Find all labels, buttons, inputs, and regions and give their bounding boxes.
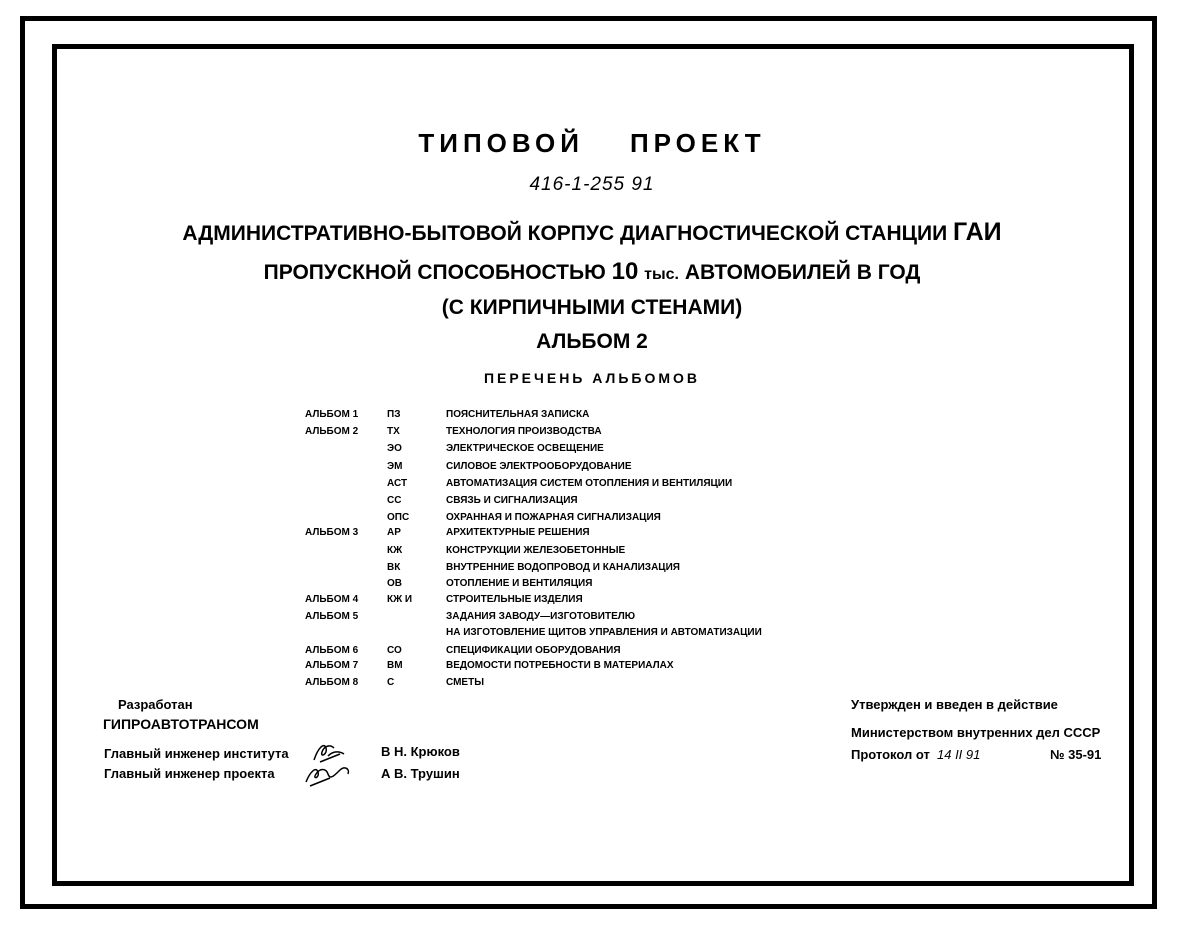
- album-number: АЛЬБОМ 2: [536, 330, 648, 353]
- list-album-title: АРХИТЕКТУРНЫЕ РЕШЕНИЯ: [446, 527, 590, 538]
- list-album-title: ВНУТРЕННИЕ ВОДОПРОВОД И КАНАЛИЗАЦИЯ: [446, 562, 680, 573]
- list-album-label: АЛЬБОМ 8: [305, 677, 359, 688]
- capacity-start: ПРОПУСКНОЙ СПОСОБНОСТЬЮ: [263, 261, 606, 284]
- project-subtitle: (С КИРПИЧНЫМИ СТЕНАМИ): [441, 296, 743, 319]
- list-album-title: ОТОПЛЕНИЕ И ВЕНТИЛЯЦИЯ: [446, 578, 593, 589]
- albums-list-title: ПЕРЕЧЕНЬ АЛЬБОМОВ: [483, 370, 701, 386]
- project-name-line-2: [0, 258, 1184, 286]
- project-name-gai: ГАИ: [953, 218, 1002, 246]
- list-album-title: СИЛОВОЕ ЭЛЕКТРООБОРУДОВАНИЕ: [446, 461, 632, 472]
- protocol-number: № 35-91: [1050, 747, 1102, 762]
- page-title: [0, 128, 1184, 159]
- chief-engineer-institute-role: Главный инженер института: [104, 746, 289, 761]
- list-album-title: АВТОМАТИЗАЦИЯ СИСТЕМ ОТОПЛЕНИЯ И ВЕНТИЛЯЦИИ: [446, 478, 733, 489]
- list-album-title: СМЕТЫ: [446, 677, 484, 688]
- list-album-title: ПОЯСНИТЕЛЬНАЯ ЗАПИСКА: [446, 409, 590, 420]
- protocol-date: 14 II 91: [937, 747, 981, 762]
- list-album-label: АЛЬБОМ 7: [305, 660, 359, 671]
- approval-line-1: Утвержден и введен в действие: [851, 697, 1058, 712]
- list-album-title: ЭЛЕКТРИЧЕСКОЕ ОСВЕЩЕНИЕ: [446, 443, 604, 454]
- project-name-main: АДМИНИСТРАТИВНО-БЫТОВОЙ КОРПУС ДИАГНОСТИЧЕСКОЙ СТАНЦИИ: [182, 222, 948, 245]
- protocol-label: Протокол от: [851, 747, 930, 762]
- list-album-title: ОХРАННАЯ И ПОЖАРНАЯ СИГНАЛИЗАЦИЯ: [446, 512, 661, 523]
- list-album-title: СПЕЦИФИКАЦИИ ОБОРУДОВАНИЯ: [446, 645, 621, 656]
- list-album-title: ВЕДОМОСТИ ПОТРЕБНОСТИ В МАТЕРИАЛАХ: [446, 660, 674, 671]
- list-album-code: АСТ: [387, 478, 408, 489]
- list-album-label: АЛЬБОМ 6: [305, 645, 359, 656]
- title-word-1: ТИПОВОЙ: [418, 128, 584, 158]
- list-album-label: АЛЬБОМ 4: [305, 594, 359, 605]
- capacity-number: 10: [611, 258, 639, 285]
- list-album-code: КЖ: [387, 545, 403, 556]
- list-album-title: ЗАДАНИЯ ЗАВОДУ—ИЗГОТОВИТЕЛЮ: [446, 611, 636, 622]
- list-album-title: СВЯЗЬ И СИГНАЛИЗАЦИЯ: [446, 495, 578, 506]
- title-word-2: ПРОЕКТ: [629, 128, 766, 158]
- list-album-code: ВМ: [387, 660, 403, 671]
- capacity-end: АВТОМОБИЛЕЙ В ГОД: [684, 261, 921, 284]
- list-album-code: ОВ: [387, 578, 402, 589]
- list-album-code: ТХ: [387, 426, 400, 437]
- list-album-code: АР: [387, 527, 401, 538]
- list-album-title: НА ИЗГОТОВЛЕНИЕ ЩИТОВ УПРАВЛЕНИЯ И АВТОМАТИЗАЦИИ: [446, 627, 762, 638]
- list-album-code: С: [387, 677, 395, 688]
- list-album-code: ЭМ: [387, 461, 403, 472]
- developer-label: Разработан: [118, 697, 193, 712]
- signatures-image: [300, 738, 360, 790]
- list-album-title: ТЕХНОЛОГИЯ ПРОИЗВОДСТВА: [446, 426, 602, 437]
- developer-org: ГИПРОАВТОТРАНСОМ: [103, 716, 259, 732]
- approval-line-2: Министерством внутренних дел СССР: [851, 725, 1101, 740]
- list-album-label: АЛЬБОМ 5: [305, 611, 359, 622]
- list-album-code: ВК: [387, 562, 401, 573]
- list-album-label: АЛЬБОМ 1: [305, 409, 359, 420]
- chief-engineer-project-role: Главный инженер проекта: [104, 766, 275, 781]
- list-album-code: СС: [387, 495, 402, 506]
- list-album-code: ЭО: [387, 443, 402, 454]
- project-name-line-1: [0, 218, 1184, 247]
- list-album-code: ПЗ: [387, 409, 401, 420]
- list-album-label: АЛЬБОМ 3: [305, 527, 359, 538]
- capacity-unit: тыс.: [644, 266, 679, 283]
- list-album-code: КЖ И: [387, 594, 413, 605]
- list-album-title: КОНСТРУКЦИИ ЖЕЛЕЗОБЕТОННЫЕ: [446, 545, 626, 556]
- list-album-code: СО: [387, 645, 402, 656]
- chief-engineer-project-name: А В. Трушин: [381, 766, 460, 781]
- list-album-title: СТРОИТЕЛЬНЫЕ ИЗДЕЛИЯ: [446, 594, 583, 605]
- list-album-label: АЛЬБОМ 2: [305, 426, 359, 437]
- project-code: 416-1-255 91: [529, 174, 655, 195]
- list-album-code: ОПС: [387, 512, 410, 523]
- chief-engineer-institute-name: В Н. Крюков: [381, 744, 460, 759]
